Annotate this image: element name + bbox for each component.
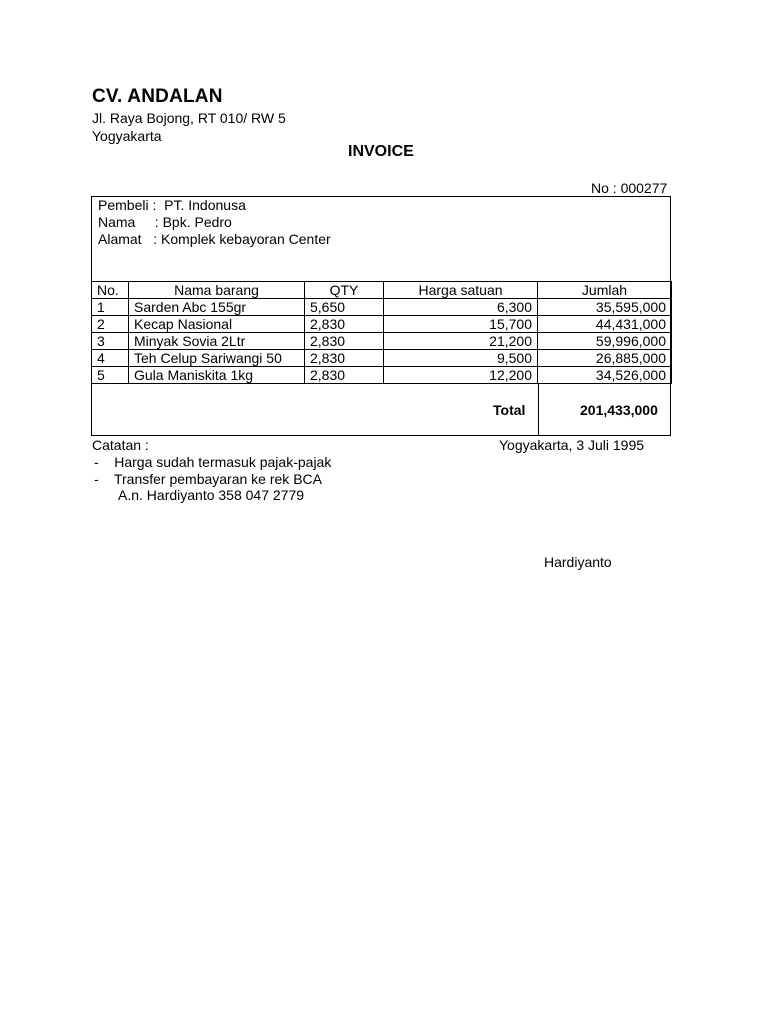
note-continuation: A.n. Hardiyanto 358 047 2779 — [118, 487, 305, 503]
row-unit-price: 21,200 — [384, 333, 538, 350]
row-amount: 34,526,000 — [538, 367, 672, 384]
total-value: 201,433,000 — [580, 402, 658, 418]
row-qty: 2,830 — [305, 333, 384, 350]
document-title: INVOICE — [348, 143, 414, 160]
row-item: Kecap Nasional — [129, 316, 305, 333]
row-no: 3 — [92, 333, 129, 350]
row-no: 4 — [92, 350, 129, 367]
row-unit-price: 12,200 — [384, 367, 538, 384]
header-harga-satuan: Harga satuan — [384, 282, 538, 299]
table-row — [92, 299, 672, 316]
buyer-address: Alamat : Komplek kebayoran Center — [98, 231, 331, 247]
notes-title: Catatan : — [92, 437, 149, 453]
row-qty: 2,830 — [305, 316, 384, 333]
row-no: 2 — [92, 316, 129, 333]
header-jumlah: Jumlah — [538, 282, 672, 299]
table-header-row — [92, 282, 672, 299]
row-item: Gula Maniskita 1kg — [129, 367, 305, 384]
table-row — [92, 333, 672, 350]
header-qty: QTY — [305, 282, 384, 299]
header-nama-barang: Nama barang — [129, 282, 305, 299]
row-amount: 26,885,000 — [538, 350, 672, 367]
table-row — [92, 316, 672, 333]
row-item: Teh Celup Sariwangi 50 — [129, 350, 305, 367]
total-divider — [538, 383, 539, 435]
place-date: Yogyakarta, 3 Juli 1995 — [499, 437, 645, 453]
row-qty: 5,650 — [305, 299, 384, 316]
row-item: Sarden Abc 155gr — [129, 299, 305, 316]
header-no: No. — [92, 282, 129, 299]
note-item: - Harga sudah termasuk pajak-pajak — [94, 454, 332, 470]
row-qty: 2,830 — [305, 367, 384, 384]
row-no: 5 — [92, 367, 129, 384]
note-item: - Transfer pembayaran ke rek BCA — [94, 471, 322, 487]
row-amount: 59,996,000 — [538, 333, 672, 350]
items-table — [91, 281, 672, 384]
row-amount: 35,595,000 — [538, 299, 672, 316]
invoice-number: No : 000277 — [591, 180, 668, 196]
buyer-name: Nama : Bpk. Pedro — [98, 214, 232, 230]
company-name: CV. ANDALAN — [92, 86, 223, 107]
table-row — [92, 350, 672, 367]
row-unit-price: 9,500 — [384, 350, 538, 367]
row-item: Minyak Sovia 2Ltr — [129, 333, 305, 350]
invoice-frame — [91, 196, 671, 436]
row-unit-price: 6,300 — [384, 299, 538, 316]
row-amount: 44,431,000 — [538, 316, 672, 333]
row-no: 1 — [92, 299, 129, 316]
signatory-name: Hardiyanto — [544, 554, 612, 570]
total-label: Total — [493, 402, 526, 418]
company-address-line1: Jl. Raya Bojong, RT 010/ RW 5 — [92, 110, 286, 126]
table-row — [92, 367, 672, 384]
row-qty: 2,830 — [305, 350, 384, 367]
row-unit-price: 15,700 — [384, 316, 538, 333]
buyer-company: Pembeli : PT. Indonusa — [98, 197, 246, 213]
company-address-line2: Yogyakarta — [92, 128, 162, 144]
